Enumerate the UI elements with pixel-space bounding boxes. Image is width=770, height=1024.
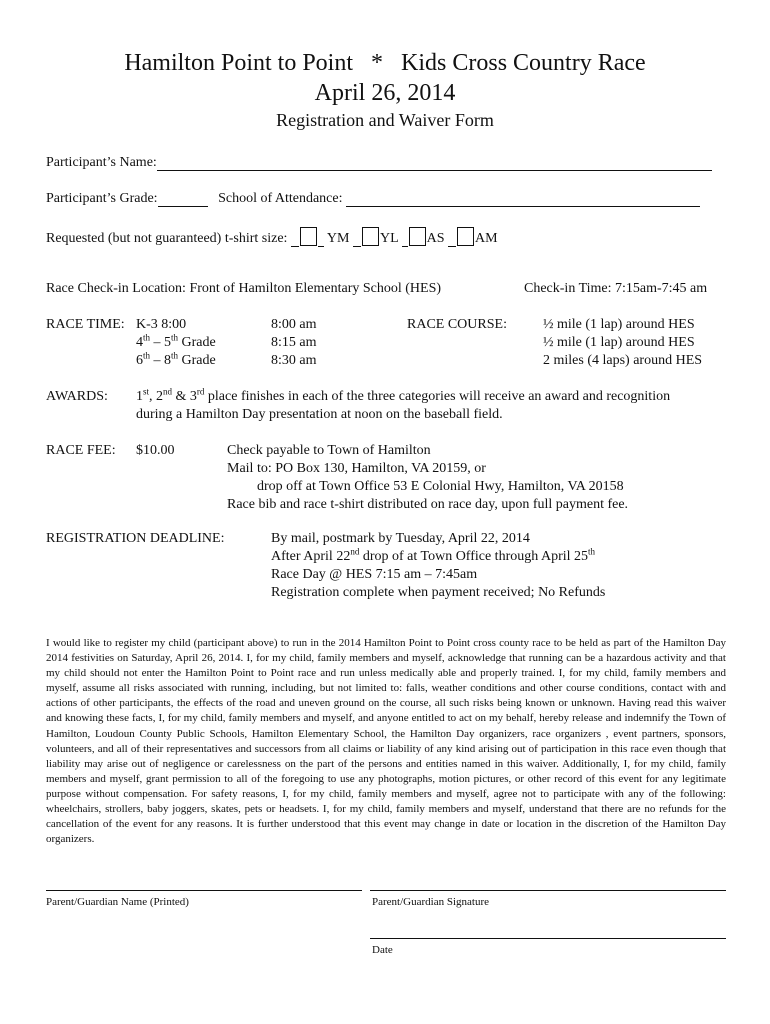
race-time-3: 8:30 am — [271, 353, 317, 368]
grade-field[interactable] — [158, 192, 208, 207]
waiver-text: I would like to register my child (participant above) to run in the 2014 Hamilton Point to Point cross county race to be held as part of the Hamilton Day 2014 festivities on Saturday, April 26, 2014. I, for my child, family members and myself, acknowledge that running can be a hazardous activity and that my child should not enter the Hamilton Point to Point race and run unless medically able and properly trained. I, for my child, family members and myself, assume all risks associated with running, including, but not limited to: falls, weather conditions and other course conditions, contact with and actions of other participants, the effects of the road and uneven ground on the course, all such risks being known or unknown. Having read this waiver and knowing these facts, I, for my child, family members and myself, and anyone entitled to act on my behalf, hereby release and indemnify the Town of Hamilton, Loudoun County Public Schools, Hamilton Elementary School, the Hamilton Day organizers, race organizers , event partners, sponsors, volunteers, and all of their representatives and successors from all claims or liability of any kind arising out of participation in this race even though that liability may arise out of negligence or carelessness on the part of the persons and entities named in this waiver. Additionally, I, for my child, family members and myself, grant permission to all of the foregoing to use any photographs, motion pictures, or other record of this event for any legitimate purpose without compensation. For safety reasons, I, for my child, family members and myself, agree not to participate with any of the following: wheelchairs, strollers, baby joggers, skates, pets or headsets. I, for my child, family members and myself, understand that there are no refunds for the cancellation of the event for any reasons. It is further understood that this event may change in date or location in the discretion of the Hamilton Day organizers. — [46, 637, 726, 846]
participant-name-label: Participant’s Name: — [46, 155, 157, 170]
checkin-location: Race Check-in Location: Front of Hamilton Elementary School (HES) — [46, 281, 442, 296]
signature-line[interactable] — [370, 890, 726, 891]
race-time-grade-1: K-3 8:00 — [136, 317, 187, 332]
race-time-2: 8:15 am — [271, 335, 317, 350]
deadline-line-2: After April 22nd drop of at Town Office through April 25th — [271, 546, 596, 564]
printed-name-line[interactable] — [46, 890, 362, 891]
fee-line-3: drop off at Town Office 53 E Colonial Hwy, Hamilton, VA 20158 — [257, 479, 624, 494]
awards-line-1: 1st, 2nd & 3rd place finishes in each of the three categories will receive an award and recognition — [136, 386, 671, 404]
race-fee-amount: $10.00 — [136, 443, 175, 458]
race-fee-label: RACE FEE: — [46, 443, 116, 458]
race-time-label: RACE TIME: — [46, 317, 125, 332]
size-as-checkbox[interactable] — [409, 227, 426, 246]
participant-name-row — [46, 155, 712, 171]
deadline-line-1: By mail, postmark by Tuesday, April 22, 2014 — [271, 531, 530, 546]
signature-label: Parent/Guardian Signature — [372, 896, 489, 908]
title-event-name: Hamilton Point to Point — [124, 50, 354, 76]
grade-label: Participant’s Grade: — [46, 191, 158, 206]
size-am-checkbox[interactable] — [457, 227, 474, 246]
date-line[interactable] — [370, 938, 726, 939]
title-separator: * — [371, 50, 384, 76]
race-course-2: ½ mile (1 lap) around HES — [543, 335, 695, 350]
date-label: Date — [372, 944, 393, 956]
grade-school-row — [46, 191, 700, 207]
form-subtitle: Registration and Waiver Form — [276, 110, 494, 130]
participant-name-field[interactable] — [157, 156, 712, 171]
size-as-label: AS — [426, 231, 445, 246]
printed-name-label: Parent/Guardian Name (Printed) — [46, 896, 189, 908]
checkin-time: Check-in Time: 7:15am-7:45 am — [524, 281, 708, 296]
fee-line-1: Check payable to Town of Hamilton — [227, 443, 431, 458]
school-field[interactable] — [346, 192, 700, 207]
tshirt-label: Requested (but not guaranteed) t-shirt size: — [46, 231, 288, 246]
race-course-1: ½ mile (1 lap) around HES — [543, 317, 695, 332]
size-ym-checkbox[interactable] — [300, 227, 317, 246]
fee-line-4: Race bib and race t-shirt distributed on race day, upon full payment fee. — [227, 497, 629, 512]
size-yl-label: YL — [379, 231, 399, 246]
school-label: School of Attendance: — [218, 191, 343, 206]
page-title — [0, 50, 770, 77]
title-race-name: Kids Cross Country Race — [401, 50, 646, 76]
size-yl-checkbox[interactable] — [362, 227, 379, 246]
race-time-grade-3: 6th – 8th Grade — [136, 350, 216, 368]
awards-line-2: during a Hamilton Day presentation at noon on the baseball field. — [136, 407, 503, 422]
race-time-grade-2: 4th – 5th Grade — [136, 332, 216, 350]
awards-label: AWARDS: — [46, 389, 108, 404]
deadline-line-3: Race Day @ HES 7:15 am – 7:45am — [271, 567, 478, 582]
size-am-label: AM — [475, 231, 498, 246]
size-ym-label: YM — [326, 231, 350, 246]
deadline-label: REGISTRATION DEADLINE: — [46, 531, 225, 546]
deadline-line-4: Registration complete when payment received; No Refunds — [271, 585, 606, 600]
race-course-3: 2 miles (4 laps) around HES — [543, 353, 703, 368]
fee-line-2: Mail to: PO Box 130, Hamilton, VA 20159, or — [227, 461, 486, 476]
race-time-1: 8:00 am — [271, 317, 317, 332]
title-date: April 26, 2014 — [314, 80, 456, 106]
race-course-label: RACE COURSE: — [407, 317, 507, 332]
tshirt-row — [46, 227, 498, 247]
